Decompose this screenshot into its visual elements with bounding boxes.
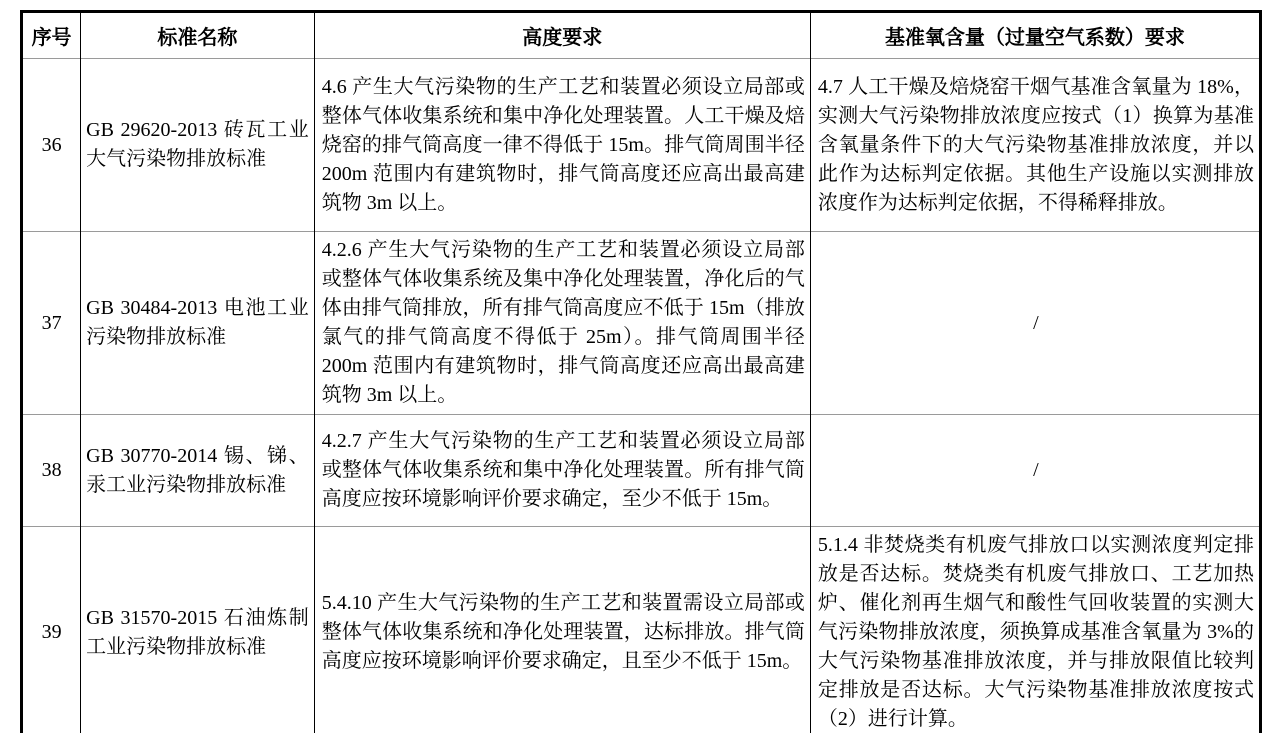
cell-serial-number: 39 xyxy=(22,527,81,733)
cell-serial-number: 38 xyxy=(22,415,81,527)
emission-standards-table xyxy=(20,10,1262,733)
column-header-height-requirement: 高度要求 xyxy=(314,12,810,59)
cell-standard-name: GB 31570-2015 石油炼制工业污染物排放标准 xyxy=(81,527,315,733)
cell-standard-name: GB 30484-2013 电池工业污染物排放标准 xyxy=(81,232,315,415)
cell-oxygen-requirement: / xyxy=(810,232,1260,415)
cell-serial-number: 36 xyxy=(22,59,81,232)
cell-standard-name: GB 30770-2014 锡、锑、汞工业污染物排放标准 xyxy=(81,415,315,527)
column-header-standard-name: 标准名称 xyxy=(81,12,315,59)
cell-oxygen-requirement: 5.1.4 非焚烧类有机废气排放口以实测浓度判定排放是否达标。焚烧类有机废气排放口、工艺加热炉、催化剂再生烟气和酸性气回收装置的实测大气污染物排放浓度，须换算成基准含氧量为 3%的大气污染物基准排放浓度，并与排放限值比较判定排放是否达标。大气污染物基准排放浓度按式（2）进行计算。 xyxy=(810,527,1260,733)
cell-height-requirement: 4.2.6 产生大气污染物的生产工艺和装置必须设立局部或整体气体收集系统及集中净化处理装置，净化后的气体由排气筒排放，所有排气筒高度应不低于 15m（排放氯气的排气筒高度不得低于 25m）。排气筒周围半径 200m 范围内有建筑物时，排气筒高度还应高出最高建筑物 3m 以上。 xyxy=(314,232,810,415)
cell-height-requirement: 4.2.7 产生大气污染物的生产工艺和装置必须设立局部或整体气体收集系统和集中净化处理装置。所有排气筒高度应按环境影响评价要求确定，至少不低于 15m。 xyxy=(314,415,810,527)
table-row xyxy=(22,59,1261,232)
cell-height-requirement: 5.4.10 产生大气污染物的生产工艺和装置需设立局部或整体气体收集系统和净化处理装置，达标排放。排气筒高度应按环境影响评价要求确定，且至少不低于 15m。 xyxy=(314,527,810,733)
column-header-serial-number: 序号 xyxy=(31,27,72,49)
table-row xyxy=(22,415,1261,527)
table-row xyxy=(22,232,1261,415)
cell-height-requirement: 4.6 产生大气污染物的生产工艺和装置必须设立局部或整体气体收集系统和集中净化处理装置。人工干燥及焙烧窑的排气筒高度一律不得低于 15m。排气筒周围半径 200m 范围内有建筑物时，排气筒高度还应高出最高建筑物 3m 以上。 xyxy=(314,59,810,232)
table-row xyxy=(22,527,1261,733)
cell-standard-name: GB 29620-2013 砖瓦工业大气污染物排放标准 xyxy=(81,59,315,232)
header-row xyxy=(22,12,1261,59)
cell-serial-number: 37 xyxy=(22,232,81,415)
column-header-oxygen-requirement: 基准氧含量（过量空气系数）要求 xyxy=(810,12,1260,59)
cell-oxygen-requirement: / xyxy=(810,415,1260,527)
cell-oxygen-requirement: 4.7 人工干燥及焙烧窑干烟气基准含氧量为 18%，实测大气污染物排放浓度应按式（1）换算为基准含氧量条件下的大气污染物基准排放浓度，并以此作为达标判定依据。其他生产设施以实测排放浓度作为达标判定依据，不得稀释排放。 xyxy=(810,59,1260,232)
